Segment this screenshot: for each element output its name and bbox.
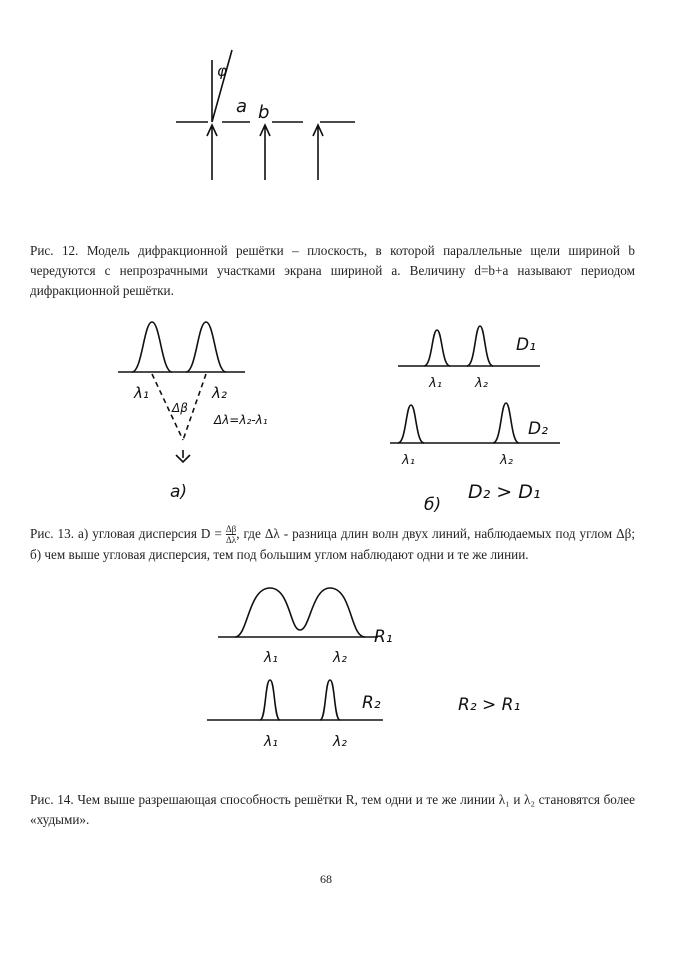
delta-beta-label: Δβ <box>172 401 188 415</box>
caption-figure-14: Рис. 14. Чем выше разрешающая способность решётки R, тем одни и те же линии λ₁ и λ₂ становятся более «худыми». <box>30 792 635 827</box>
resolving-relation: R₂ > R₁ <box>458 695 521 715</box>
page-number: 68 <box>320 872 332 886</box>
figure-12-grating-diagram <box>176 50 355 180</box>
caption-text: , где Δλ - разница длин волн двух линий, наблюдаемых под углом Δβ; б) чем выше угловая дисперсия, тем под большим углом наблюдают одни и те же линии. <box>30 526 635 563</box>
figure-14-resolving-power <box>207 588 520 750</box>
lambda2-label: λ₂ <box>212 384 227 402</box>
lambda2-label: λ₂ <box>475 376 488 391</box>
caption-figure-12: Рис. 12. Модель дифракционной решётки – плоскость, в которой параллельные щели шириной b чередуются с непрозрачными участками экрана шириной a. Величину d=b+a называют периодом дифракционной решётки. <box>30 243 635 298</box>
lambda1-label: λ₁ <box>402 453 415 468</box>
a-label: a <box>236 96 248 117</box>
lambda2-label: λ₂ <box>500 453 513 468</box>
r2-label: R₂ <box>362 693 381 713</box>
delta-lambda-label: Δλ=λ₂-λ₁ <box>214 413 268 427</box>
lambda1-label: λ₁ <box>264 734 278 750</box>
caption-figure-13 <box>30 524 635 565</box>
dispersion-fraction <box>226 524 236 545</box>
dispersion-relation: D₂ > D₁ <box>468 481 541 503</box>
phi-label: φ <box>217 62 227 80</box>
d1-label: D₁ <box>516 335 536 355</box>
fraction-denominator: Δλ <box>225 535 237 546</box>
d2-label: D₂ <box>528 419 548 439</box>
lambda2-label: λ₂ <box>333 650 347 666</box>
subfigure-b-label: б) <box>424 495 442 515</box>
figure-13b-dispersion-comparison <box>390 326 560 515</box>
r1-label: R₁ <box>374 627 393 647</box>
lambda1-label: λ₁ <box>429 376 442 391</box>
lambda1-label: λ₁ <box>264 650 278 666</box>
lambda1-label: λ₁ <box>134 384 149 402</box>
fraction-numerator: Δβ <box>225 524 237 535</box>
b-label: b <box>258 102 270 123</box>
figure-13a-angular-dispersion <box>118 322 268 502</box>
subfigure-a-label: a) <box>170 482 188 502</box>
lambda2-label: λ₂ <box>333 734 347 750</box>
caption-text: Рис. 13. а) угловая дисперсия D = <box>30 526 226 541</box>
